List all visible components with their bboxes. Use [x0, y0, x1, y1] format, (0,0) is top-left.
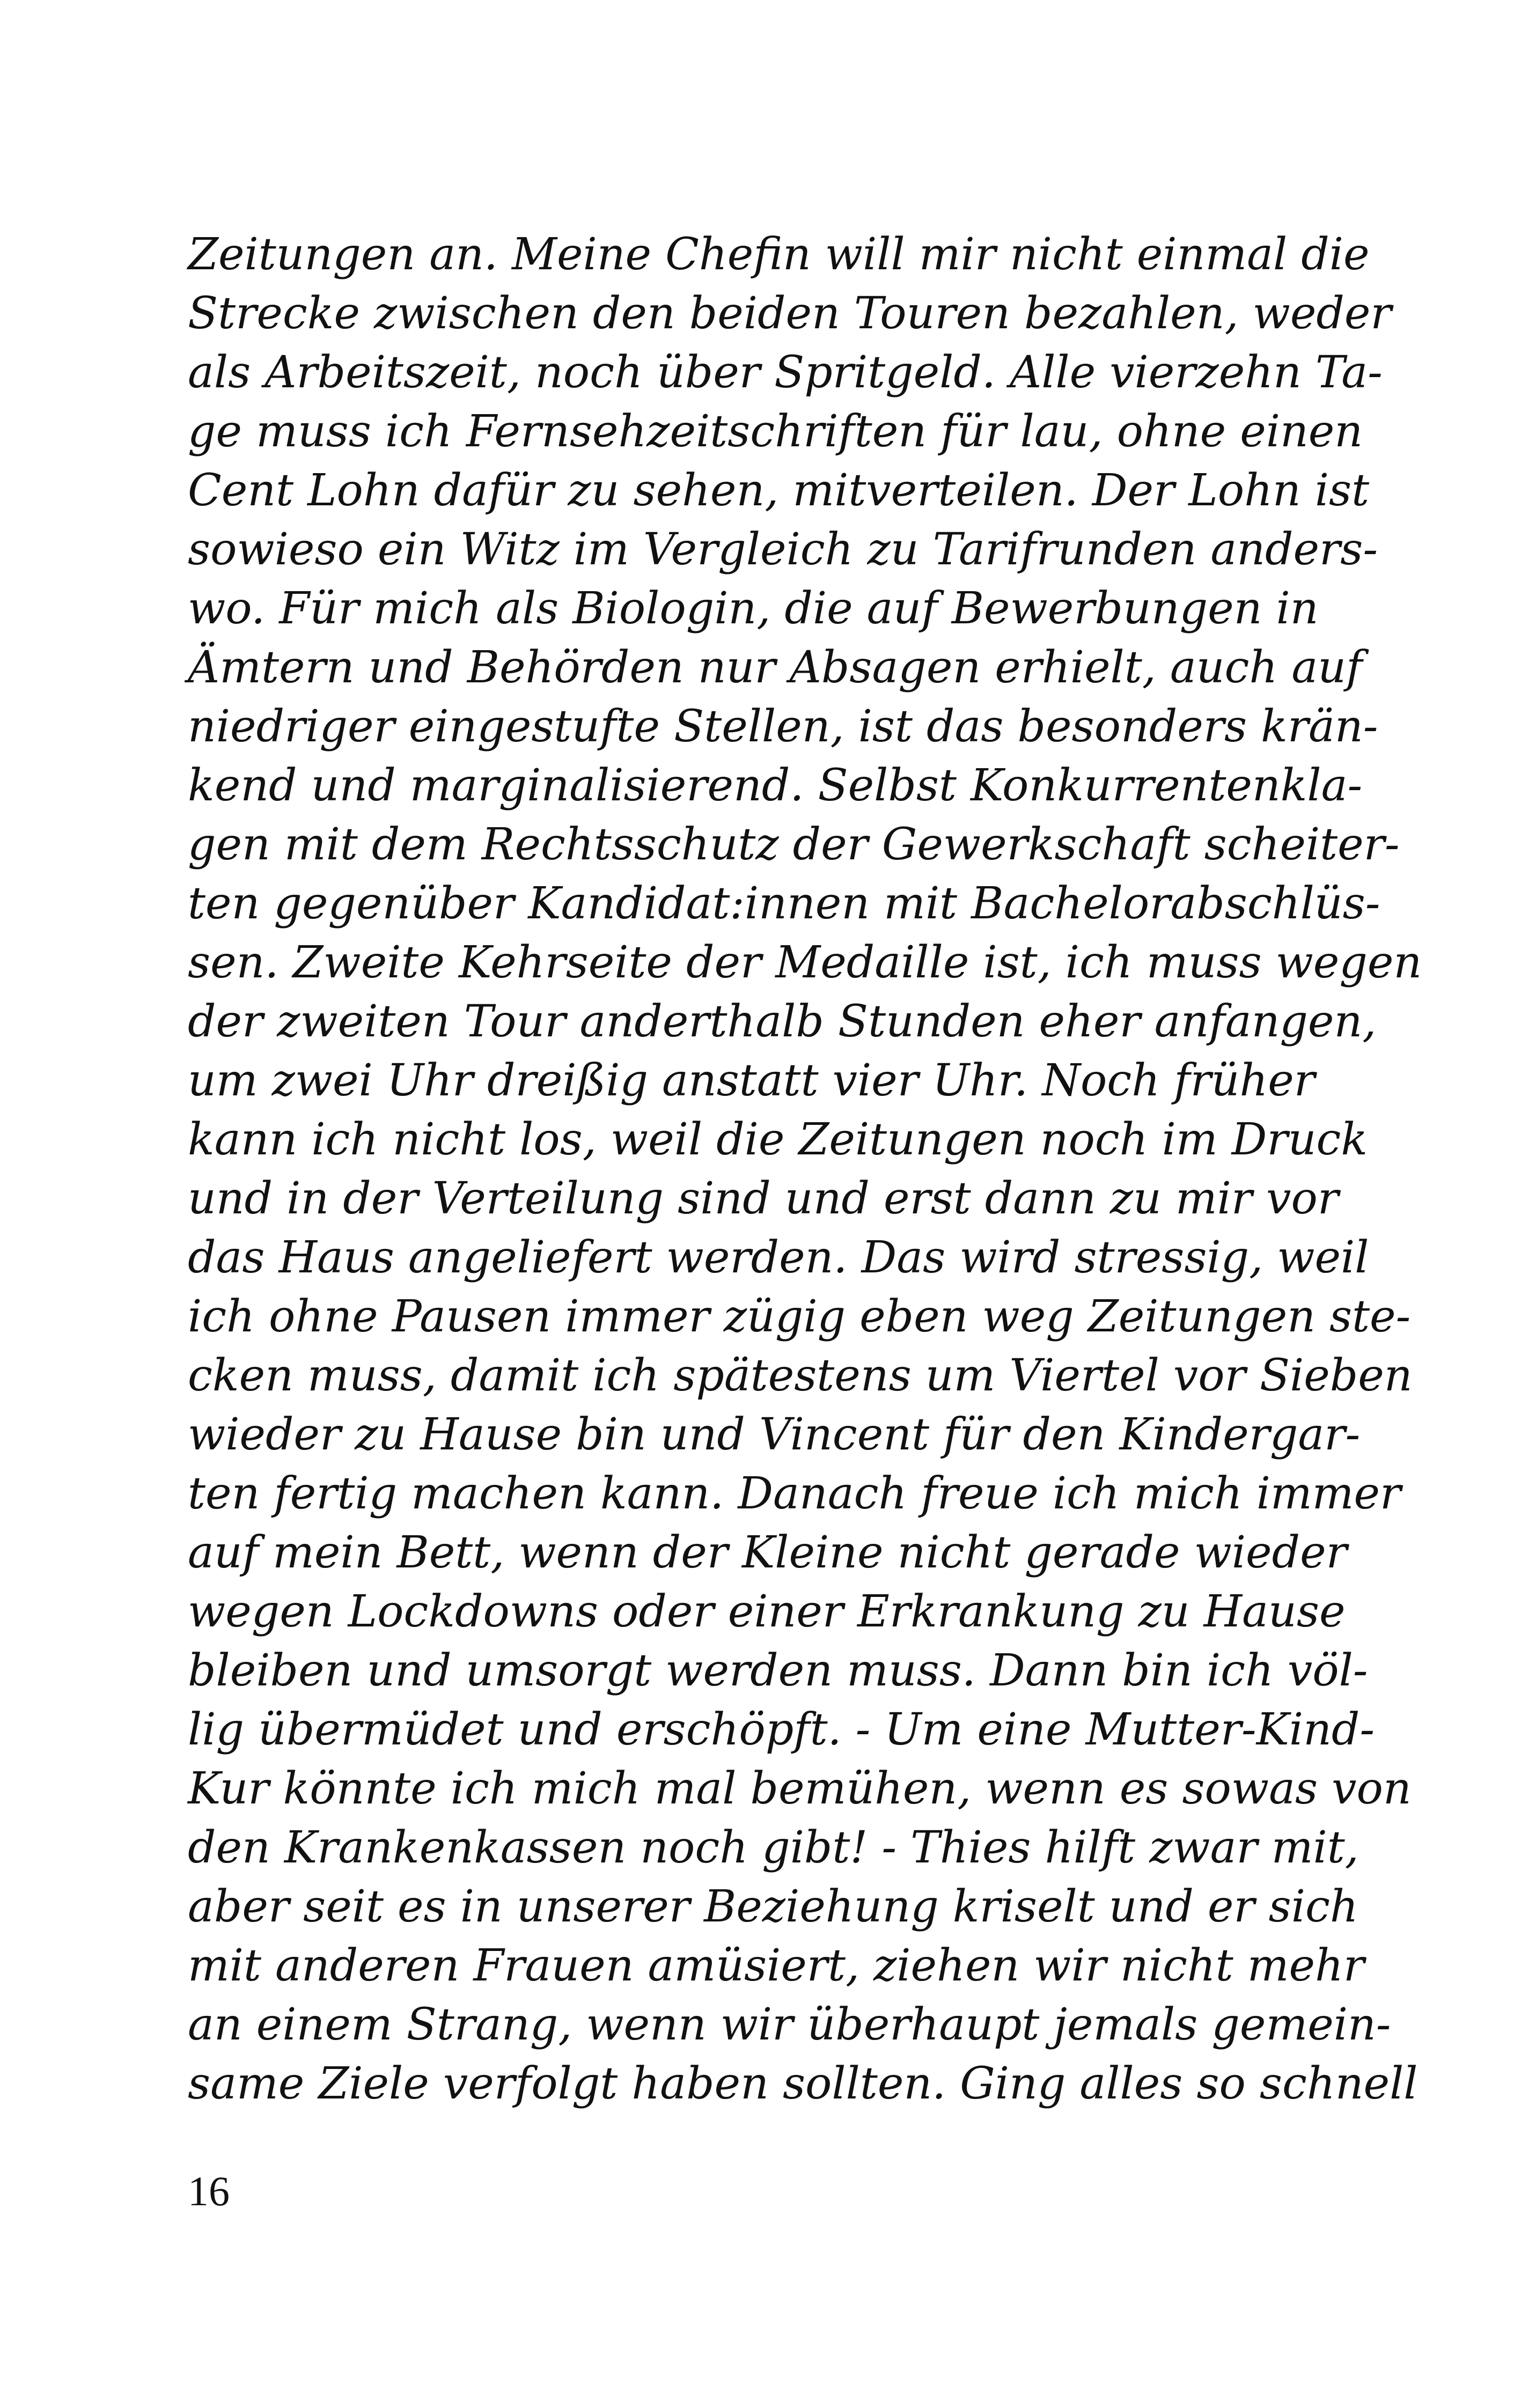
- text-line: niedriger eingestufte Stellen, ist das besonders krän-: [188, 701, 1378, 752]
- text-line: bleiben und umsorgt werden muss. Dann bin ich völ-: [188, 1645, 1368, 1696]
- text-line: das Haus angeliefert werden. Das wird stressig, weil: [188, 1232, 1369, 1283]
- text-line: ich ohne Pausen immer zügig eben weg Zeitungen ste-: [188, 1291, 1411, 1342]
- text-line: an einem Strang, wenn wir überhaupt jemals gemein-: [188, 1999, 1391, 2050]
- text-line: Ämtern und Behörden nur Absagen erhielt, auch auf: [188, 642, 1363, 693]
- text-line: Cent Lohn dafür zu sehen, mitverteilen. Der Lohn ist: [188, 465, 1370, 516]
- text-line: den Krankenkassen noch gibt! - Thies hilft zwar mit,: [188, 1822, 1359, 1873]
- text-line: Strecke zwischen den beiden Touren bezahlen, weder: [188, 288, 1392, 339]
- text-line: als Arbeitszeit, noch über Spritgeld. Alle vierzehn Ta-: [188, 347, 1383, 398]
- text-line: ten fertig machen kann. Danach freue ich mich immer: [188, 1468, 1401, 1519]
- text-line: Kur könnte ich mich mal bemühen, wenn es sowas von: [188, 1763, 1412, 1814]
- page-number: 16: [188, 2168, 230, 2214]
- text-line: wo. Für mich als Biologin, die auf Bewerbungen in: [188, 583, 1319, 634]
- text-line: aber seit es in unserer Beziehung kriselt und er sich: [188, 1881, 1358, 1932]
- text-line: der zweiten Tour anderthalb Stunden eher anfangen,: [188, 996, 1377, 1047]
- text-line: und in der Verteilung sind und erst dann zu mir vor: [188, 1173, 1339, 1224]
- text-line: um zwei Uhr dreißig anstatt vier Uhr. Noch früher: [188, 1055, 1316, 1106]
- text-line: mit anderen Frauen amüsiert, ziehen wir nicht mehr: [188, 1940, 1365, 1991]
- text-line: kann ich nicht los, weil die Zeitungen noch im Druck: [188, 1114, 1368, 1165]
- text-line: auf mein Bett, wenn der Kleine nicht gerade wieder: [188, 1527, 1347, 1578]
- text-line: ten gegenüber Kandidat:innen mit Bachelorabschlüs-: [188, 878, 1380, 929]
- text-line: sen. Zweite Kehrseite der Medaille ist, ich muss wegen: [188, 937, 1422, 988]
- text-line: wegen Lockdowns oder einer Erkrankung zu Hause: [188, 1586, 1346, 1637]
- text-line: sowieso ein Witz im Vergleich zu Tarifrunden anders-: [188, 524, 1378, 575]
- text-line: Zeitungen an. Meine Chefin will mir nicht einmal die: [188, 229, 1370, 280]
- body-text: [188, 225, 1422, 2114]
- text-line: lig übermüdet und erschöpft. - Um eine Mutter-Kind-: [188, 1704, 1375, 1755]
- text-line: same Ziele verfolgt haben sollten. Ging alles so schnell: [188, 2058, 1418, 2109]
- text-line: gen mit dem Rechtsschutz der Gewerkschaft scheiter-: [188, 819, 1400, 870]
- text-line: ge muss ich Fernsehzeitschriften für lau, ohne einen: [188, 406, 1363, 457]
- text-line: cken muss, damit ich spätestens um Viertel vor Sieben: [188, 1350, 1413, 1401]
- text-line: kend und marginalisierend. Selbst Konkurrentenkla-: [188, 760, 1363, 811]
- text-line: wieder zu Hause bin und Vincent für den Kindergar-: [188, 1409, 1361, 1460]
